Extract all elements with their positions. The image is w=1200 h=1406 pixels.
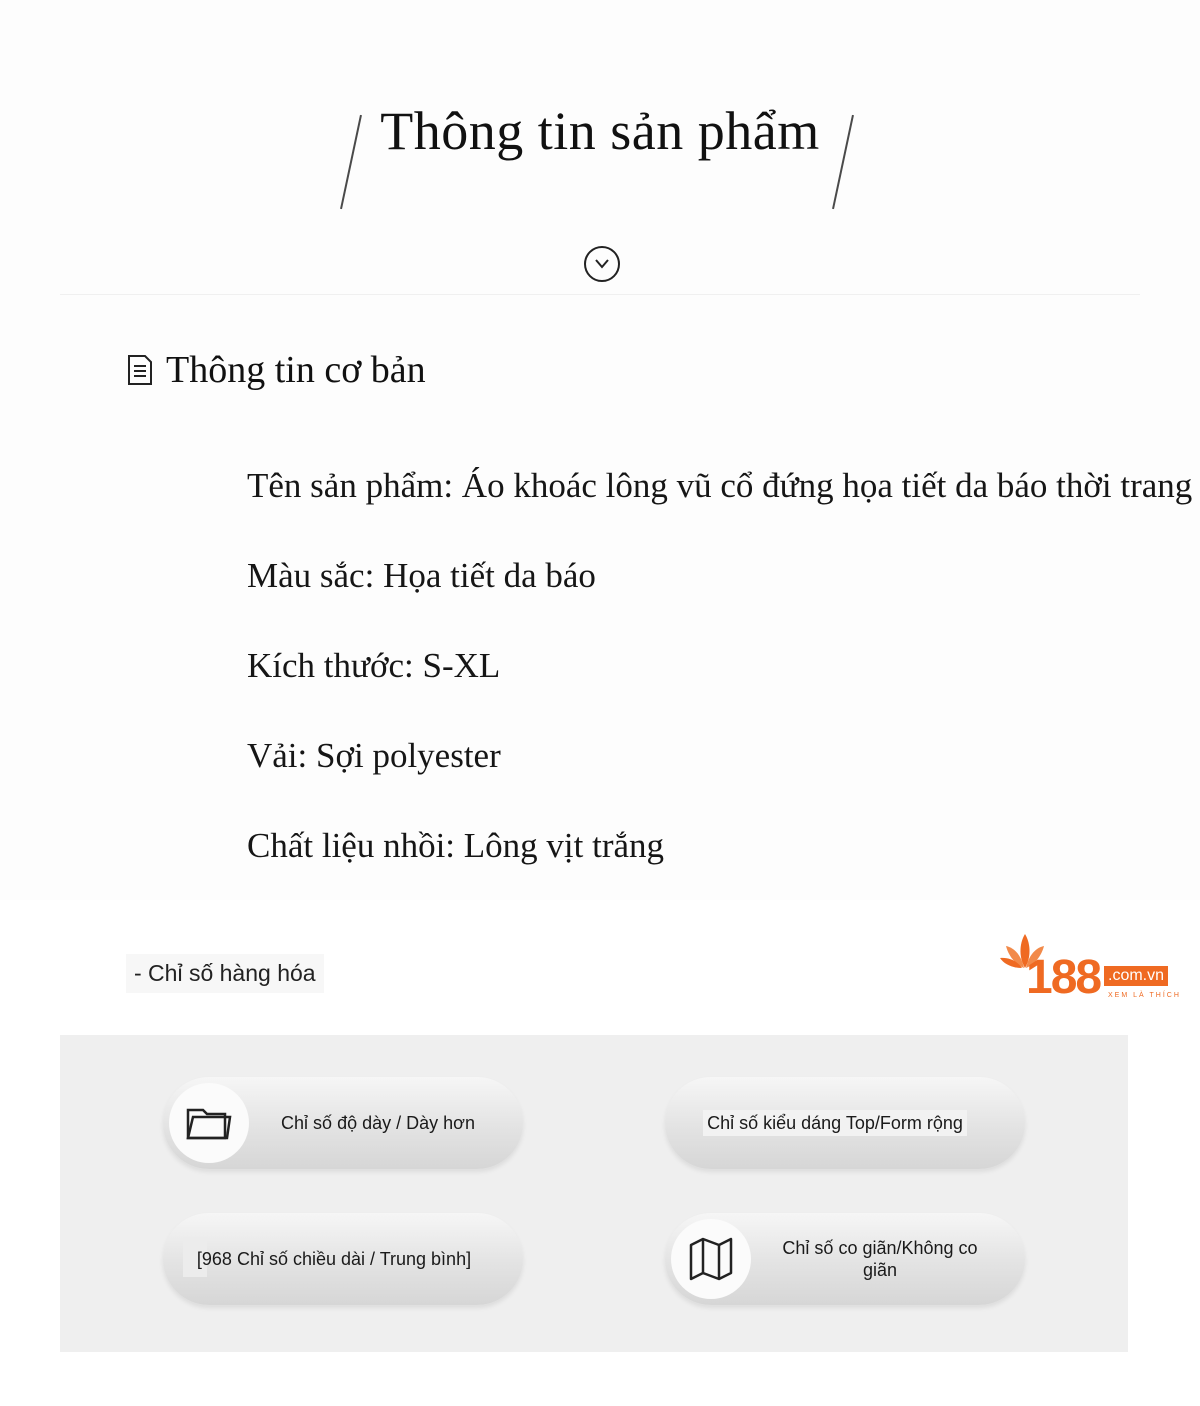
- index-style-label: Chỉ số kiểu dáng Top/Form rộng: [703, 1110, 967, 1136]
- spec-list: [247, 466, 1200, 916]
- index-section-label: - Chỉ số hàng hóa: [126, 954, 324, 993]
- section-title: Thông tin cơ bản: [166, 349, 426, 391]
- spec-product-name: Tên sản phẩm: Áo khoác lông vũ cổ đứng họa tiết da báo thời trang: [247, 466, 1193, 505]
- section-heading: [126, 348, 426, 392]
- index-stretch-text: Chỉ số co giãn/Không co giãn: [782, 1238, 978, 1280]
- chevron-down-icon: [593, 258, 611, 270]
- product-index-panel: [60, 1035, 1128, 1352]
- index-length: [163, 1213, 523, 1305]
- index-style-text: [685, 1077, 985, 1169]
- logo-tagline: XEM LÀ THÍCH: [1108, 992, 1181, 999]
- folder-icon: [185, 1103, 233, 1143]
- folded-map-icon: [688, 1236, 734, 1282]
- spec-color: Màu sắc: Họa tiết da báo: [247, 556, 596, 595]
- chevron-down-circle-icon[interactable]: [584, 246, 620, 282]
- spec-filling: Chất liệu nhồi: Lông vịt trắng: [247, 826, 665, 865]
- logo: [996, 930, 1186, 1010]
- page-title: Thông tin sản phẩm: [380, 101, 820, 161]
- title-block: [0, 90, 1200, 220]
- spec-fabric: Vải: Sợi polyester: [247, 736, 501, 775]
- index-stretch: [665, 1213, 1025, 1305]
- document-icon: [126, 354, 154, 386]
- icon-circle: [671, 1219, 751, 1299]
- logo-number: 188: [1026, 951, 1101, 1004]
- index-length-text: [968 Chỉ số chiều dài / Trung bình]: [196, 1249, 472, 1269]
- index-thickness-text: Chỉ số độ dày / Dày hơn: [281, 1113, 475, 1133]
- icon-circle: [169, 1083, 249, 1163]
- index-thickness: [163, 1077, 523, 1169]
- divider: [60, 294, 1140, 295]
- spec-size: Kích thước: S-XL: [247, 646, 501, 685]
- index-style: [665, 1077, 1025, 1169]
- logo-domain: .com.vn: [1104, 966, 1168, 986]
